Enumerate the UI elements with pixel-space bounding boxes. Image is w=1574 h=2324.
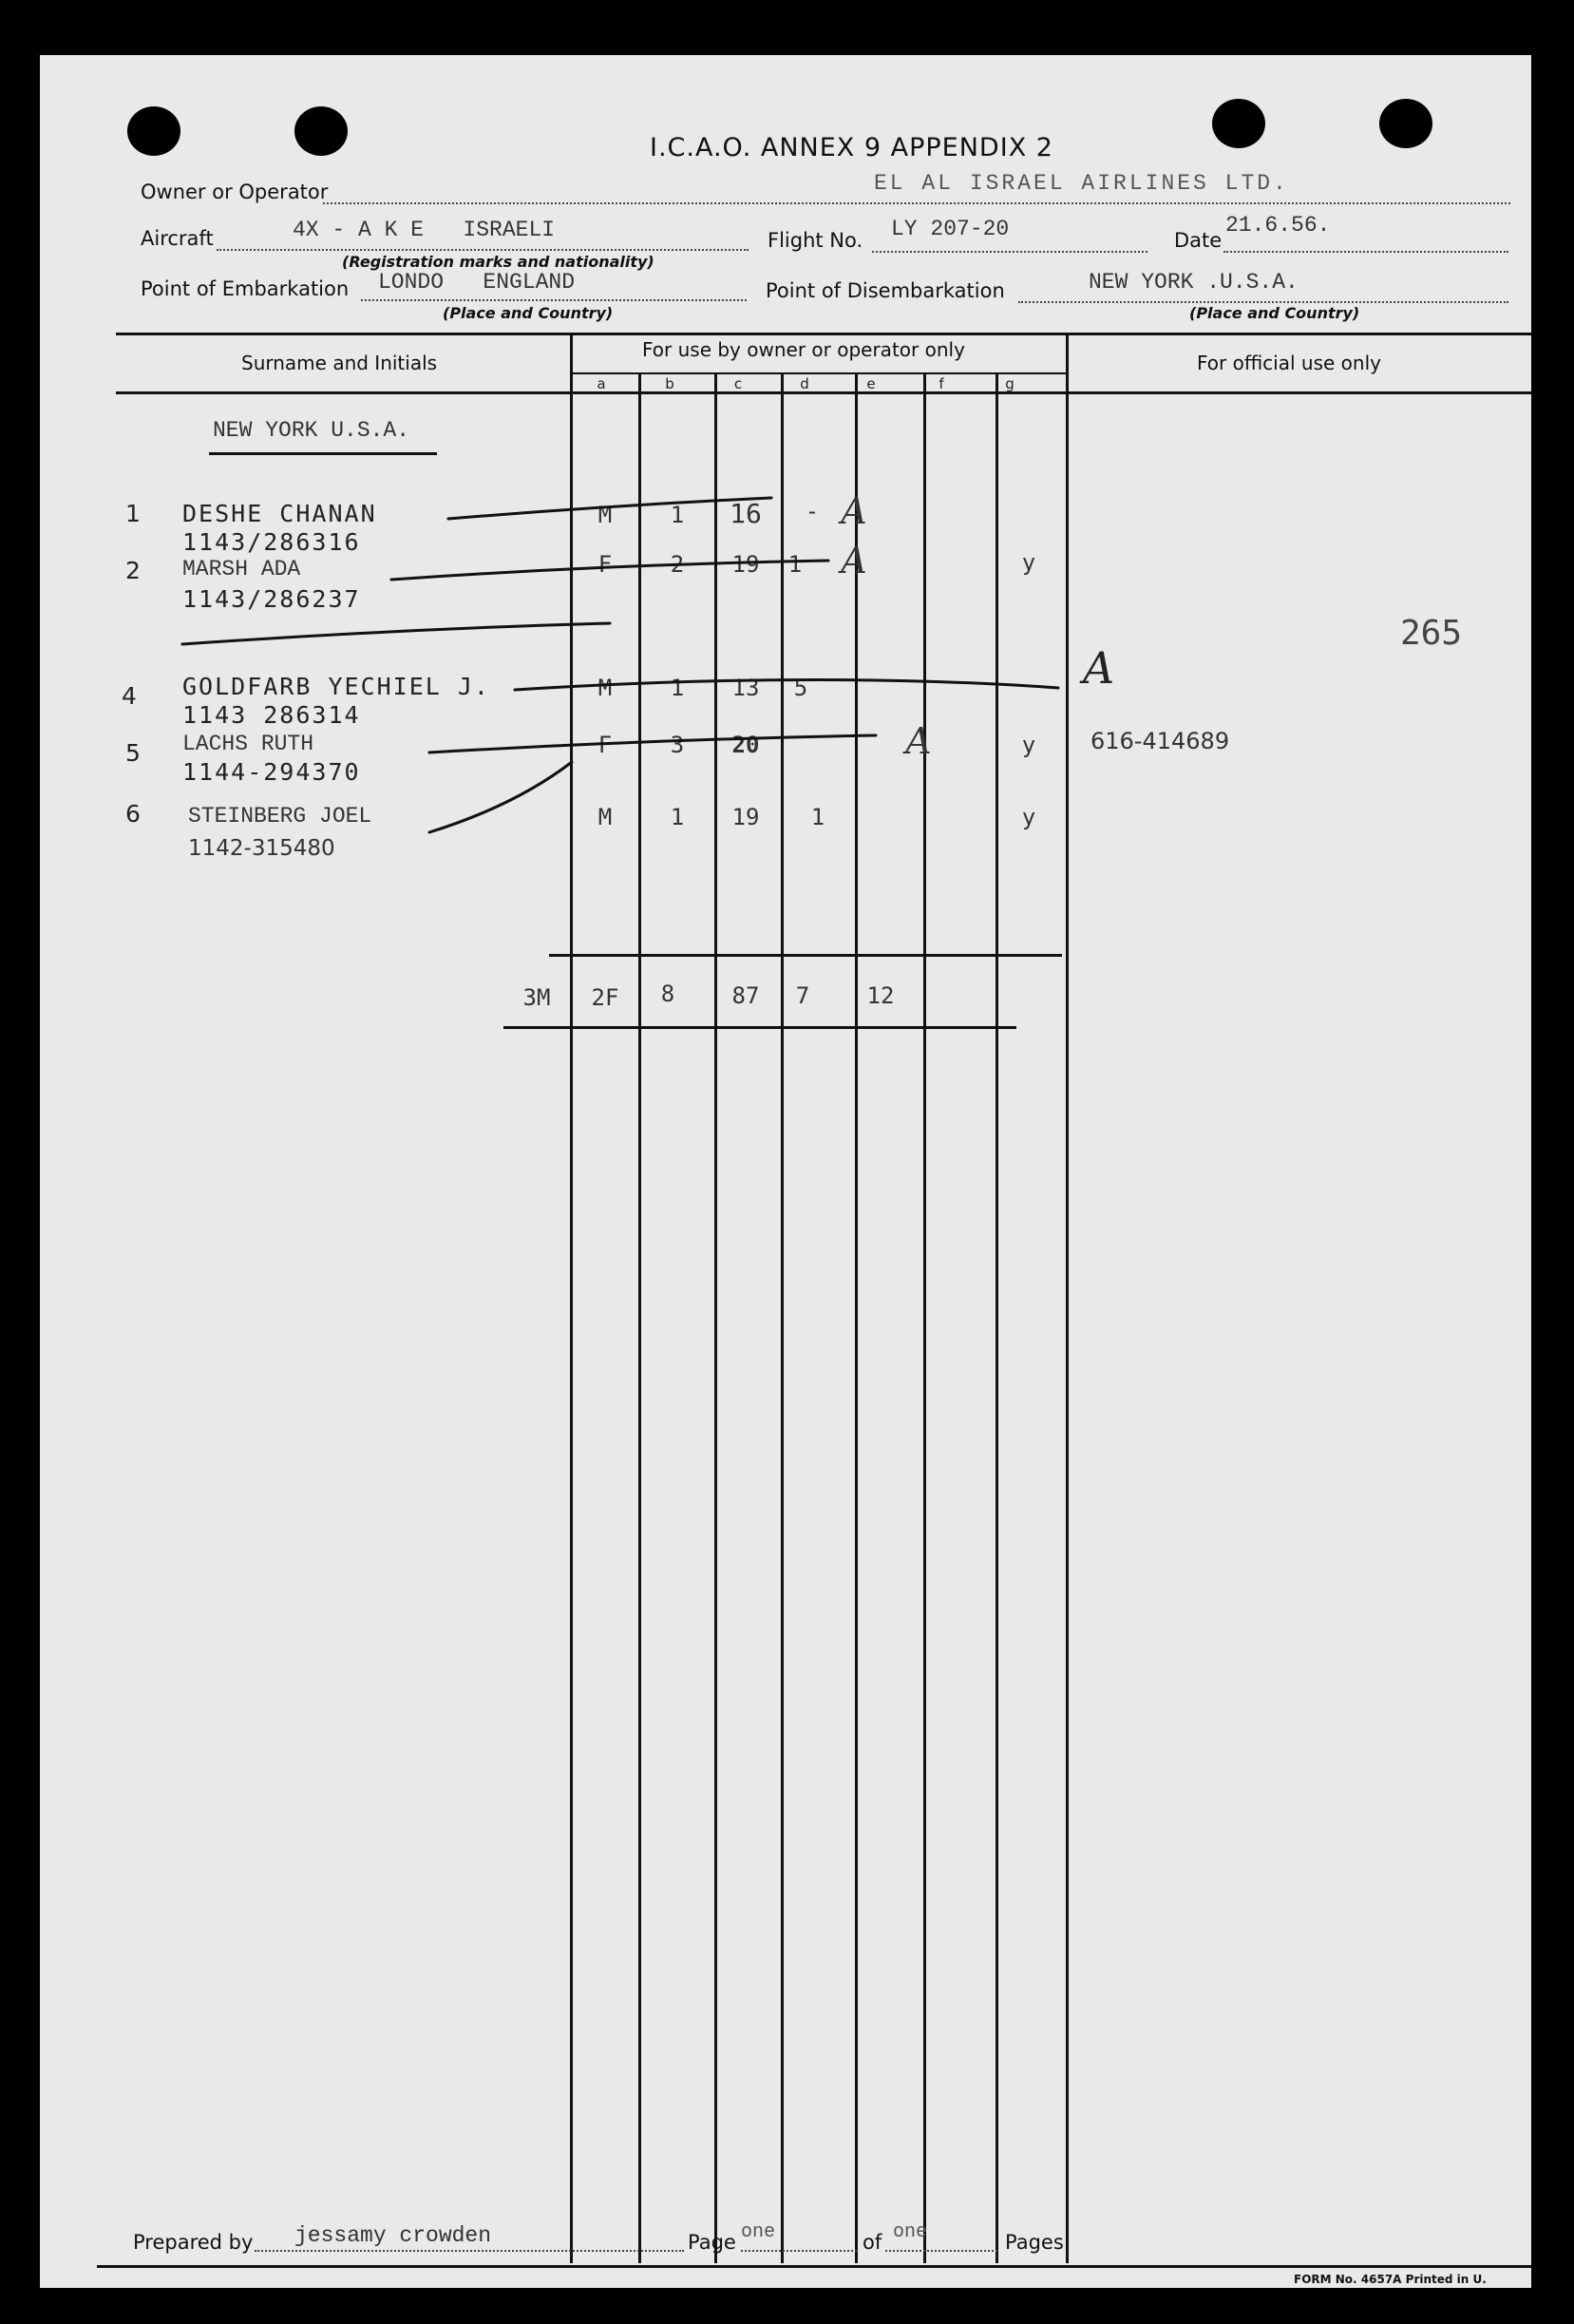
cell-a: F — [597, 551, 613, 578]
cell-g: y — [1021, 804, 1036, 830]
embark-note: (Place and Country) — [443, 304, 614, 322]
passenger-name: LACHS RUTH — [182, 732, 314, 756]
cell-c: 13 — [731, 675, 760, 701]
ticket-number: 1143/286316 — [182, 528, 361, 556]
ticket-number: 1143 286314 — [182, 701, 361, 729]
destination-heading: NEW YORK U.S.A. — [213, 418, 410, 443]
embark-value: LONDO ENGLAND — [378, 270, 576, 295]
cell-b: 1 — [670, 804, 685, 830]
embark-label: Point of Embarkation — [141, 277, 350, 300]
date-value: 21.6.56. — [1225, 213, 1331, 238]
total-male: 3M — [522, 984, 551, 1011]
cell-c: 20 — [731, 732, 760, 758]
cell-g: y — [1021, 549, 1036, 576]
official-reference: 616-414689 — [1090, 728, 1230, 754]
cell-a: F — [597, 732, 613, 758]
footer-rule — [97, 2265, 1531, 2268]
cell-g: y — [1021, 732, 1036, 758]
cell-e-handwritten: A — [841, 490, 867, 532]
owner-label: Owner or Operator — [141, 181, 329, 203]
total-c: 87 — [731, 982, 760, 1009]
aircraft-note: (Registration marks and nationality) — [342, 253, 654, 271]
ticket-number: 1143/286237 — [182, 585, 361, 613]
cell-c: 19 — [731, 804, 760, 830]
cell-e-handwritten: A — [841, 540, 867, 581]
col-c-header: c — [733, 375, 743, 392]
aircraft-label: Aircraft — [141, 227, 214, 250]
cell-d: 5 — [793, 675, 808, 701]
total-a: 2F — [591, 984, 619, 1011]
cell-a: M — [597, 675, 613, 701]
header-surname: Surname and Initials — [241, 352, 438, 374]
form-title: I.C.A.O. ANNEX 9 APPENDIX 2 — [650, 133, 1053, 162]
of-value: one — [893, 2221, 928, 2243]
disembark-note: (Place and Country) — [1189, 304, 1360, 322]
row-number: 4 — [122, 682, 137, 710]
row-number: 6 — [125, 800, 141, 828]
prepared-label: Prepared by — [133, 2231, 254, 2254]
strike-line — [448, 498, 771, 519]
manifest-sheet — [40, 55, 1531, 2288]
total-b: 8 — [660, 981, 675, 1007]
cell-a: M — [597, 502, 613, 528]
cell-b: 3 — [670, 732, 685, 758]
strike-line — [515, 679, 1058, 690]
page-label: Page — [688, 2231, 736, 2254]
passenger-name: DESHE CHANAN — [182, 500, 377, 527]
prepared-value: jessamy crowden — [294, 2223, 492, 2248]
row-number: 5 — [125, 739, 141, 767]
aircraft-value: 4X - A K E ISRAELI — [293, 218, 556, 242]
cell-e-handwritten: A — [905, 720, 932, 762]
flight-label: Flight No. — [768, 229, 863, 252]
row-number: 1 — [125, 500, 141, 527]
ticket-number: 1144-294370 — [182, 758, 361, 786]
flight-value: LY 207-20 — [891, 217, 1010, 241]
page-dotted-line — [741, 2250, 857, 2252]
cell-a: M — [597, 804, 613, 830]
cell-d: - — [805, 498, 820, 524]
disembark-label: Point of Disembarkation — [766, 279, 1005, 302]
strike-line — [182, 623, 610, 644]
ticket-number: 1142-315480 — [188, 836, 335, 861]
strike-line — [429, 762, 572, 832]
total-e: 12 — [866, 982, 895, 1009]
passenger-name: MARSH ADA — [182, 557, 301, 581]
disembark-value: NEW YORK .U.S.A. — [1089, 270, 1299, 295]
col-a-header: a — [597, 375, 606, 392]
total-d: 7 — [795, 982, 810, 1009]
col-d-header: d — [800, 375, 809, 392]
date-label: Date — [1174, 229, 1223, 252]
strike-line — [391, 561, 828, 580]
strike-line — [429, 735, 876, 752]
cell-c: 19 — [731, 551, 760, 578]
official-handwritten-mark: A — [1083, 642, 1115, 694]
header-official-use: For official use only — [1197, 352, 1381, 374]
page-number-stamp: 265 — [1400, 614, 1463, 653]
of-label: of — [863, 2231, 882, 2254]
of-dotted-line — [885, 2250, 997, 2252]
form-number: FORM No. 4657A Printed in U. — [1294, 2273, 1487, 2286]
col-e-header: e — [866, 375, 876, 392]
cell-d: 1 — [810, 804, 825, 830]
col-g-header: g — [1005, 375, 1015, 392]
cell-b: 1 — [670, 675, 685, 701]
handwritten-strike-lines — [40, 55, 1531, 2288]
row-number: 2 — [125, 557, 141, 584]
cell-b: 1 — [670, 502, 685, 528]
cell-d: 1 — [787, 551, 803, 578]
cell-c: 16 — [730, 498, 762, 529]
passenger-name: GOLDFARB YECHIEL J. — [182, 673, 490, 700]
pages-label: Pages — [1005, 2231, 1064, 2254]
cell-b: 2 — [670, 551, 685, 578]
passenger-name: STEINBERG JOEL — [188, 804, 372, 829]
prepared-dotted-line — [255, 2250, 684, 2252]
col-f-header: f — [939, 375, 944, 392]
header-owner-use: For use by owner or operator only — [642, 338, 965, 361]
owner-value: EL AL ISRAEL AIRLINES LTD. — [874, 171, 1289, 196]
col-b-header: b — [665, 375, 674, 392]
page-value: one — [741, 2221, 776, 2243]
